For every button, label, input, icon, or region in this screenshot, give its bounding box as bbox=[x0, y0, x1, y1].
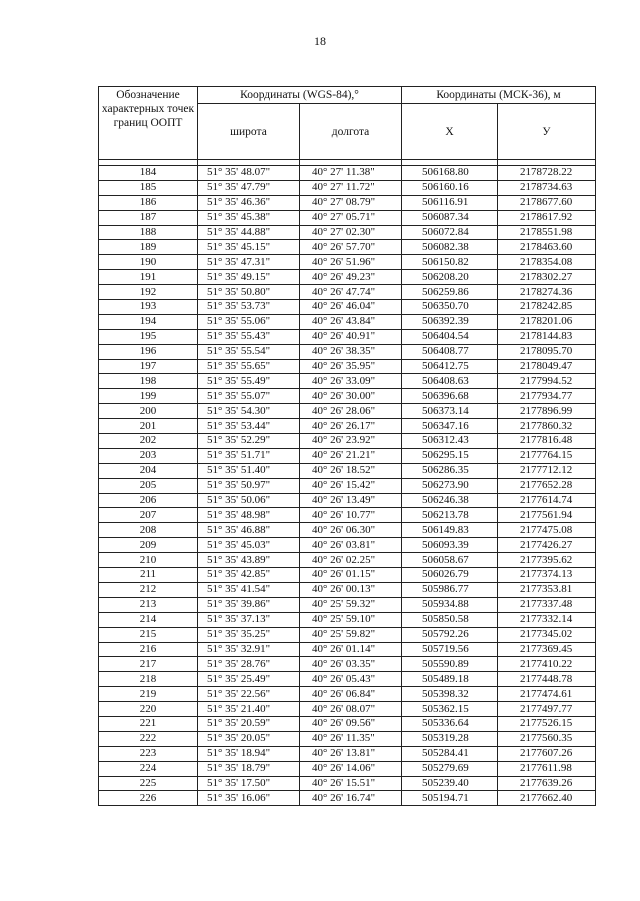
cell-point-id: 192 bbox=[99, 285, 198, 300]
cell-x: 505398.32 bbox=[402, 687, 498, 702]
cell-longitude: 40° 25' 59.82" bbox=[300, 627, 402, 642]
cell-latitude: 51° 35' 53.44" bbox=[198, 419, 300, 434]
cell-point-id: 225 bbox=[99, 776, 198, 791]
cell-point-id: 220 bbox=[99, 702, 198, 717]
cell-latitude: 51° 35' 20.59" bbox=[198, 716, 300, 731]
cell-point-id: 191 bbox=[99, 270, 198, 285]
table-row bbox=[99, 434, 596, 449]
cell-point-id: 184 bbox=[99, 166, 198, 181]
cell-longitude: 40° 26' 00.13" bbox=[300, 582, 402, 597]
cell-longitude: 40° 26' 30.00" bbox=[300, 389, 402, 404]
table-row bbox=[99, 612, 596, 627]
cell-y: 2177497.77 bbox=[498, 702, 596, 717]
cell-latitude: 51° 35' 47.31" bbox=[198, 255, 300, 270]
cell-point-id: 219 bbox=[99, 687, 198, 702]
cell-x: 505792.26 bbox=[402, 627, 498, 642]
cell-y: 2177374.13 bbox=[498, 568, 596, 583]
cell-x: 506058.67 bbox=[402, 553, 498, 568]
table-row bbox=[99, 761, 596, 776]
table-row bbox=[99, 791, 596, 806]
cell-point-id: 217 bbox=[99, 657, 198, 672]
cell-y: 2177474.61 bbox=[498, 687, 596, 702]
cell-y: 2177994.52 bbox=[498, 374, 596, 389]
table-row bbox=[99, 597, 596, 612]
cell-point-id: 206 bbox=[99, 493, 198, 508]
cell-longitude: 40° 26' 10.77" bbox=[300, 508, 402, 523]
cell-longitude: 40° 26' 49.23" bbox=[300, 270, 402, 285]
cell-point-id: 221 bbox=[99, 716, 198, 731]
cell-x: 506347.16 bbox=[402, 419, 498, 434]
table-row bbox=[99, 582, 596, 597]
cell-latitude: 51° 35' 46.36" bbox=[198, 195, 300, 210]
cell-y: 2178201.06 bbox=[498, 314, 596, 329]
table-row bbox=[99, 180, 596, 195]
table-row bbox=[99, 672, 596, 687]
cell-longitude: 40° 26' 57.70" bbox=[300, 240, 402, 255]
cell-latitude: 51° 35' 54.30" bbox=[198, 404, 300, 419]
cell-y: 2177337.48 bbox=[498, 597, 596, 612]
cell-x: 505934.88 bbox=[402, 597, 498, 612]
cell-point-id: 222 bbox=[99, 731, 198, 746]
cell-latitude: 51° 35' 55.54" bbox=[198, 344, 300, 359]
table-row bbox=[99, 568, 596, 583]
cell-x: 506168.80 bbox=[402, 166, 498, 181]
cell-x: 506259.86 bbox=[402, 285, 498, 300]
cell-point-id: 213 bbox=[99, 597, 198, 612]
cell-x: 506312.43 bbox=[402, 434, 498, 449]
cell-latitude: 51° 35' 53.73" bbox=[198, 300, 300, 315]
table-row bbox=[99, 493, 596, 508]
cell-longitude: 40° 26' 33.09" bbox=[300, 374, 402, 389]
cell-x: 506408.63 bbox=[402, 374, 498, 389]
header-x: X bbox=[402, 104, 498, 160]
cell-x: 506404.54 bbox=[402, 329, 498, 344]
cell-y: 2177652.28 bbox=[498, 478, 596, 493]
cell-point-id: 199 bbox=[99, 389, 198, 404]
cell-x: 506160.16 bbox=[402, 180, 498, 195]
table-row bbox=[99, 419, 596, 434]
cell-point-id: 205 bbox=[99, 478, 198, 493]
cell-latitude: 51° 35' 46.88" bbox=[198, 523, 300, 538]
cell-latitude: 51° 35' 16.06" bbox=[198, 791, 300, 806]
table-row bbox=[99, 642, 596, 657]
cell-y: 2177475.08 bbox=[498, 523, 596, 538]
cell-longitude: 40° 27' 05.71" bbox=[300, 210, 402, 225]
cell-x: 506213.78 bbox=[402, 508, 498, 523]
cell-point-id: 212 bbox=[99, 582, 198, 597]
cell-y: 2178677.60 bbox=[498, 195, 596, 210]
cell-y: 2178144.83 bbox=[498, 329, 596, 344]
cell-y: 2177611.98 bbox=[498, 761, 596, 776]
cell-x: 506396.68 bbox=[402, 389, 498, 404]
cell-y: 2177353.81 bbox=[498, 582, 596, 597]
cell-point-id: 216 bbox=[99, 642, 198, 657]
cell-longitude: 40° 26' 35.95" bbox=[300, 359, 402, 374]
cell-longitude: 40° 26' 09.56" bbox=[300, 716, 402, 731]
cell-y: 2177639.26 bbox=[498, 776, 596, 791]
table-row bbox=[99, 374, 596, 389]
cell-latitude: 51° 35' 37.13" bbox=[198, 612, 300, 627]
cell-x: 506408.77 bbox=[402, 344, 498, 359]
table-row bbox=[99, 508, 596, 523]
table-row bbox=[99, 702, 596, 717]
table-row bbox=[99, 523, 596, 538]
table-row bbox=[99, 389, 596, 404]
table-row bbox=[99, 478, 596, 493]
cell-latitude: 51° 35' 18.79" bbox=[198, 761, 300, 776]
cell-x: 506026.79 bbox=[402, 568, 498, 583]
cell-point-id: 197 bbox=[99, 359, 198, 374]
cell-latitude: 51° 35' 48.07" bbox=[198, 166, 300, 181]
cell-longitude: 40° 26' 03.81" bbox=[300, 538, 402, 553]
cell-point-id: 203 bbox=[99, 448, 198, 463]
cell-point-id: 185 bbox=[99, 180, 198, 195]
cell-point-id: 210 bbox=[99, 553, 198, 568]
table-row bbox=[99, 166, 596, 181]
cell-point-id: 201 bbox=[99, 419, 198, 434]
cell-point-id: 214 bbox=[99, 612, 198, 627]
cell-x: 505489.18 bbox=[402, 672, 498, 687]
cell-y: 2177448.78 bbox=[498, 672, 596, 687]
cell-y: 2177662.40 bbox=[498, 791, 596, 806]
cell-point-id: 215 bbox=[99, 627, 198, 642]
table-row bbox=[99, 314, 596, 329]
cell-longitude: 40° 26' 01.14" bbox=[300, 642, 402, 657]
cell-latitude: 51° 35' 45.15" bbox=[198, 240, 300, 255]
cell-latitude: 51° 35' 22.56" bbox=[198, 687, 300, 702]
cell-x: 506412.75 bbox=[402, 359, 498, 374]
cell-y: 2178242.85 bbox=[498, 300, 596, 315]
page-number: 18 bbox=[314, 34, 326, 48]
table-row bbox=[99, 404, 596, 419]
cell-y: 2177369.45 bbox=[498, 642, 596, 657]
header-wgs-coordinates: Координаты (WGS-84),° bbox=[198, 87, 402, 104]
table-row bbox=[99, 746, 596, 761]
cell-point-id: 188 bbox=[99, 225, 198, 240]
cell-x: 505319.28 bbox=[402, 731, 498, 746]
cell-y: 2177410.22 bbox=[498, 657, 596, 672]
table-row bbox=[99, 776, 596, 791]
cell-y: 2177896.99 bbox=[498, 404, 596, 419]
cell-latitude: 51° 35' 55.49" bbox=[198, 374, 300, 389]
table-header bbox=[99, 87, 596, 166]
cell-latitude: 51° 35' 20.05" bbox=[198, 731, 300, 746]
cell-x: 505986.77 bbox=[402, 582, 498, 597]
cell-x: 505336.64 bbox=[402, 716, 498, 731]
header-y: У bbox=[498, 104, 596, 160]
cell-x: 505194.71 bbox=[402, 791, 498, 806]
cell-x: 506116.91 bbox=[402, 195, 498, 210]
cell-point-id: 187 bbox=[99, 210, 198, 225]
cell-y: 2178734.63 bbox=[498, 180, 596, 195]
cell-longitude: 40° 26' 26.17" bbox=[300, 419, 402, 434]
cell-y: 2178274.36 bbox=[498, 285, 596, 300]
table-row bbox=[99, 731, 596, 746]
cell-x: 506350.70 bbox=[402, 300, 498, 315]
cell-longitude: 40° 26' 28.06" bbox=[300, 404, 402, 419]
cell-point-id: 196 bbox=[99, 344, 198, 359]
table-row bbox=[99, 329, 596, 344]
cell-longitude: 40° 26' 47.74" bbox=[300, 285, 402, 300]
table-body bbox=[99, 166, 596, 806]
table-row bbox=[99, 195, 596, 210]
cell-x: 505279.69 bbox=[402, 761, 498, 776]
cell-longitude: 40° 25' 59.10" bbox=[300, 612, 402, 627]
cell-longitude: 40° 26' 08.07" bbox=[300, 702, 402, 717]
cell-point-id: 226 bbox=[99, 791, 198, 806]
cell-latitude: 51° 35' 55.65" bbox=[198, 359, 300, 374]
table-row bbox=[99, 300, 596, 315]
table-row bbox=[99, 255, 596, 270]
table-row bbox=[99, 210, 596, 225]
cell-longitude: 40° 27' 11.72" bbox=[300, 180, 402, 195]
table-row bbox=[99, 657, 596, 672]
cell-longitude: 40° 26' 11.35" bbox=[300, 731, 402, 746]
coordinates-table bbox=[98, 86, 596, 806]
cell-point-id: 218 bbox=[99, 672, 198, 687]
cell-latitude: 51° 35' 42.85" bbox=[198, 568, 300, 583]
cell-y: 2178463.60 bbox=[498, 240, 596, 255]
cell-latitude: 51° 35' 18.94" bbox=[198, 746, 300, 761]
cell-y: 2177816.48 bbox=[498, 434, 596, 449]
cell-x: 506208.20 bbox=[402, 270, 498, 285]
table-row bbox=[99, 687, 596, 702]
cell-longitude: 40° 26' 01.15" bbox=[300, 568, 402, 583]
header-msk-coordinates: Координаты (МСК-36), м bbox=[402, 87, 596, 104]
cell-x: 506087.34 bbox=[402, 210, 498, 225]
cell-y: 2177934.77 bbox=[498, 389, 596, 404]
cell-point-id: 202 bbox=[99, 434, 198, 449]
cell-x: 506246.38 bbox=[402, 493, 498, 508]
table-row bbox=[99, 359, 596, 374]
cell-point-id: 204 bbox=[99, 463, 198, 478]
cell-latitude: 51° 35' 43.89" bbox=[198, 553, 300, 568]
cell-x: 505239.40 bbox=[402, 776, 498, 791]
cell-longitude: 40° 26' 51.96" bbox=[300, 255, 402, 270]
cell-point-id: 223 bbox=[99, 746, 198, 761]
cell-latitude: 51° 35' 50.97" bbox=[198, 478, 300, 493]
cell-latitude: 51° 35' 50.06" bbox=[198, 493, 300, 508]
cell-y: 2178095.70 bbox=[498, 344, 596, 359]
cell-longitude: 40° 27' 02.30" bbox=[300, 225, 402, 240]
cell-x: 505284.41 bbox=[402, 746, 498, 761]
cell-x: 506286.35 bbox=[402, 463, 498, 478]
header-longitude: долгота bbox=[300, 104, 402, 160]
table-row bbox=[99, 463, 596, 478]
cell-point-id: 207 bbox=[99, 508, 198, 523]
table-row bbox=[99, 716, 596, 731]
cell-y: 2178617.92 bbox=[498, 210, 596, 225]
cell-y: 2177607.26 bbox=[498, 746, 596, 761]
cell-longitude: 40° 26' 16.74" bbox=[300, 791, 402, 806]
cell-latitude: 51° 35' 51.71" bbox=[198, 448, 300, 463]
cell-x: 506373.14 bbox=[402, 404, 498, 419]
cell-point-id: 224 bbox=[99, 761, 198, 776]
cell-latitude: 51° 35' 55.07" bbox=[198, 389, 300, 404]
cell-longitude: 40° 26' 06.84" bbox=[300, 687, 402, 702]
cell-latitude: 51° 35' 45.38" bbox=[198, 210, 300, 225]
table-row bbox=[99, 344, 596, 359]
table-row bbox=[99, 225, 596, 240]
table-row bbox=[99, 553, 596, 568]
cell-latitude: 51° 35' 44.88" bbox=[198, 225, 300, 240]
cell-point-id: 200 bbox=[99, 404, 198, 419]
cell-y: 2177560.35 bbox=[498, 731, 596, 746]
cell-longitude: 40° 26' 03.35" bbox=[300, 657, 402, 672]
cell-x: 505719.56 bbox=[402, 642, 498, 657]
cell-latitude: 51° 35' 51.40" bbox=[198, 463, 300, 478]
cell-longitude: 40° 26' 13.49" bbox=[300, 493, 402, 508]
table-row bbox=[99, 285, 596, 300]
cell-latitude: 51° 35' 48.98" bbox=[198, 508, 300, 523]
cell-longitude: 40° 26' 13.81" bbox=[300, 746, 402, 761]
cell-longitude: 40° 26' 18.52" bbox=[300, 463, 402, 478]
cell-longitude: 40° 26' 46.04" bbox=[300, 300, 402, 315]
cell-latitude: 51° 35' 21.40" bbox=[198, 702, 300, 717]
cell-latitude: 51° 35' 55.06" bbox=[198, 314, 300, 329]
cell-longitude: 40° 26' 38.35" bbox=[300, 344, 402, 359]
cell-x: 505850.58 bbox=[402, 612, 498, 627]
cell-latitude: 51° 35' 49.15" bbox=[198, 270, 300, 285]
cell-y: 2178302.27 bbox=[498, 270, 596, 285]
cell-longitude: 40° 26' 15.42" bbox=[300, 478, 402, 493]
cell-longitude: 40° 26' 23.92" bbox=[300, 434, 402, 449]
cell-y: 2177332.14 bbox=[498, 612, 596, 627]
cell-x: 506082.38 bbox=[402, 240, 498, 255]
cell-latitude: 51° 35' 45.03" bbox=[198, 538, 300, 553]
cell-longitude: 40° 26' 43.84" bbox=[300, 314, 402, 329]
cell-y: 2177614.74 bbox=[498, 493, 596, 508]
table-row bbox=[99, 240, 596, 255]
cell-y: 2177395.62 bbox=[498, 553, 596, 568]
cell-x: 506150.82 bbox=[402, 255, 498, 270]
cell-longitude: 40° 26' 06.30" bbox=[300, 523, 402, 538]
cell-y: 2177345.02 bbox=[498, 627, 596, 642]
cell-point-id: 186 bbox=[99, 195, 198, 210]
header-point-designation: Обозначение характерных точек границ ООПТ bbox=[99, 87, 198, 160]
cell-y: 2178728.22 bbox=[498, 166, 596, 181]
cell-x: 506093.39 bbox=[402, 538, 498, 553]
cell-point-id: 211 bbox=[99, 568, 198, 583]
cell-y: 2177860.32 bbox=[498, 419, 596, 434]
cell-latitude: 51° 35' 35.25" bbox=[198, 627, 300, 642]
cell-point-id: 195 bbox=[99, 329, 198, 344]
cell-latitude: 51° 35' 25.49" bbox=[198, 672, 300, 687]
cell-latitude: 51° 35' 52.29" bbox=[198, 434, 300, 449]
cell-point-id: 193 bbox=[99, 300, 198, 315]
cell-longitude: 40° 25' 59.32" bbox=[300, 597, 402, 612]
cell-x: 506072.84 bbox=[402, 225, 498, 240]
cell-latitude: 51° 35' 39.86" bbox=[198, 597, 300, 612]
cell-point-id: 190 bbox=[99, 255, 198, 270]
cell-x: 506273.90 bbox=[402, 478, 498, 493]
header-latitude: широта bbox=[198, 104, 300, 160]
cell-y: 2178551.98 bbox=[498, 225, 596, 240]
cell-latitude: 51° 35' 28.76" bbox=[198, 657, 300, 672]
cell-y: 2177526.15 bbox=[498, 716, 596, 731]
cell-x: 505362.15 bbox=[402, 702, 498, 717]
cell-longitude: 40° 26' 40.91" bbox=[300, 329, 402, 344]
cell-x: 505590.89 bbox=[402, 657, 498, 672]
cell-longitude: 40° 26' 14.06" bbox=[300, 761, 402, 776]
cell-latitude: 51° 35' 55.43" bbox=[198, 329, 300, 344]
table-row bbox=[99, 538, 596, 553]
cell-longitude: 40° 27' 08.79" bbox=[300, 195, 402, 210]
table-row bbox=[99, 448, 596, 463]
cell-y: 2177426.27 bbox=[498, 538, 596, 553]
cell-latitude: 51° 35' 17.50" bbox=[198, 776, 300, 791]
cell-longitude: 40° 26' 21.21" bbox=[300, 448, 402, 463]
cell-y: 2177561.94 bbox=[498, 508, 596, 523]
cell-point-id: 209 bbox=[99, 538, 198, 553]
table-row bbox=[99, 627, 596, 642]
cell-x: 506149.83 bbox=[402, 523, 498, 538]
table-row bbox=[99, 270, 596, 285]
cell-point-id: 189 bbox=[99, 240, 198, 255]
cell-latitude: 51° 35' 32.91" bbox=[198, 642, 300, 657]
cell-latitude: 51° 35' 47.79" bbox=[198, 180, 300, 195]
cell-x: 506392.39 bbox=[402, 314, 498, 329]
cell-longitude: 40° 26' 02.25" bbox=[300, 553, 402, 568]
cell-longitude: 40° 26' 05.43" bbox=[300, 672, 402, 687]
cell-y: 2178354.08 bbox=[498, 255, 596, 270]
cell-longitude: 40° 26' 15.51" bbox=[300, 776, 402, 791]
cell-longitude: 40° 27' 11.38" bbox=[300, 166, 402, 181]
cell-point-id: 198 bbox=[99, 374, 198, 389]
cell-point-id: 208 bbox=[99, 523, 198, 538]
cell-y: 2177712.12 bbox=[498, 463, 596, 478]
cell-y: 2177764.15 bbox=[498, 448, 596, 463]
cell-latitude: 51° 35' 41.54" bbox=[198, 582, 300, 597]
cell-point-id: 194 bbox=[99, 314, 198, 329]
cell-y: 2178049.47 bbox=[498, 359, 596, 374]
cell-latitude: 51° 35' 50.80" bbox=[198, 285, 300, 300]
cell-x: 506295.15 bbox=[402, 448, 498, 463]
